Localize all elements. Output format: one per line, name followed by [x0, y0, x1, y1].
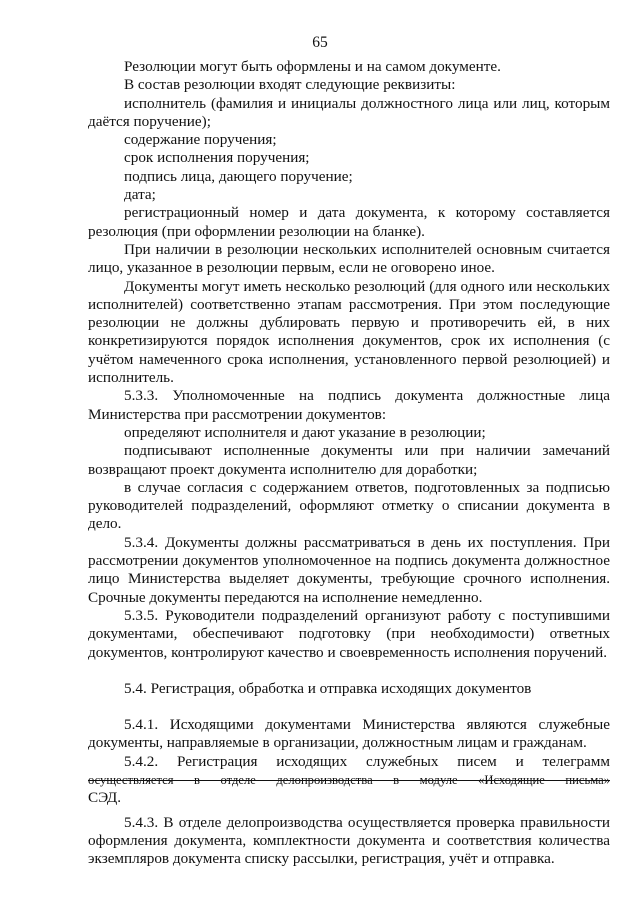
- paragraph: Документы могут иметь несколько резолюций (для одного или нескольких исполнителей) соответственно этапам рассмотрения. При этом последующие резолюции не должны дублировать первую и противоречить ей, в них конкретизируются порядок исполнения документов, срок их исполнения (с учётом намеченного срока исполнения, установленного первой резолюцией) и исполнитель.: [88, 277, 610, 387]
- list-item-deadline: срок исполнения поручения;: [124, 149, 310, 167]
- paragraph: При наличии в резолюции нескольких исполнителей основным считается лицо, указанное в резолюции первым, если не оговорено иное.: [88, 240, 610, 277]
- list-item: определяют исполнителя и дают указание в резолюции;: [124, 423, 486, 441]
- clause-5-3-5: 5.3.5. Руководители подразделений организуют работу с поступившими документами, обеспечивают подготовку (при необходимости) ответных документов, контролируют качество и своевременность исполнения поручений.: [88, 606, 610, 661]
- list-item-content: содержание поручения;: [124, 131, 277, 149]
- list-item-date: дата;: [124, 186, 156, 204]
- list-item: в случае согласия с содержанием ответов, подготовленных за подписью руководителей подразделений, оформляют отметку о списании документа в дело.: [88, 478, 610, 533]
- clause-5-3-4: 5.3.4. Документы должны рассматриваться в день их поступления. При рассмотрении документов уполномоченное на подпись документа должностное лицо Министерства выделяет документы, требующие срочного исполнения. Срочные документы передаются на исполнение немедленно.: [88, 533, 610, 606]
- clause-5-4-1: 5.4.1. Исходящими документами Министерства являются служебные документы, направляемые в организации, должностным лицам и гражданам.: [88, 716, 610, 752]
- list-item-registration: регистрационный номер и дата документа, к которому составляется резолюция (при оформлении резолюции на бланке).: [88, 204, 610, 240]
- paragraph: Резолюции могут быть оформлены и на самом документе.: [124, 58, 501, 75]
- list-item-executor: исполнитель (фамилия и инициалы должностного лица или лиц, которым даётся поручение);: [88, 94, 610, 130]
- list-item: подписывают исполненные документы или при наличии замечаний возвращают проект документа исполнителю для доработки;: [88, 442, 610, 478]
- document-body: [88, 58, 610, 868]
- clause-5-4-2: [88, 753, 610, 808]
- clause-5-4-2-struck-line: [88, 771, 610, 789]
- list-item-signature: подпись лица, дающего поручение;: [124, 167, 353, 185]
- paragraph: В состав резолюции входят следующие реквизиты:: [124, 76, 456, 94]
- clause-5-3-3: 5.3.3. Уполномоченные на подпись документа должностные лица Министерства при рассмотрении документов:: [88, 387, 610, 423]
- page-number: 65: [312, 34, 328, 51]
- struck-text: осуществляется в отделе делопроизводства в модуле «Исходящие письма»: [88, 772, 610, 787]
- clause-5-4-3: 5.4.3. В отделе делопроизводства осуществляется проверка правильности оформления документа, комплектности документа и соответствия количества экземпляров документа списку рассылки, регистрация, учёт и отправка.: [88, 813, 610, 868]
- clause-5-4-2-line: СЭД.: [88, 789, 122, 807]
- clause-5-4-2-line: 5.4.2. Регистрация исходящих служебных писем и телеграмм: [124, 752, 610, 770]
- section-heading: 5.4. Регистрация, обработка и отправка исходящих документов: [124, 679, 532, 697]
